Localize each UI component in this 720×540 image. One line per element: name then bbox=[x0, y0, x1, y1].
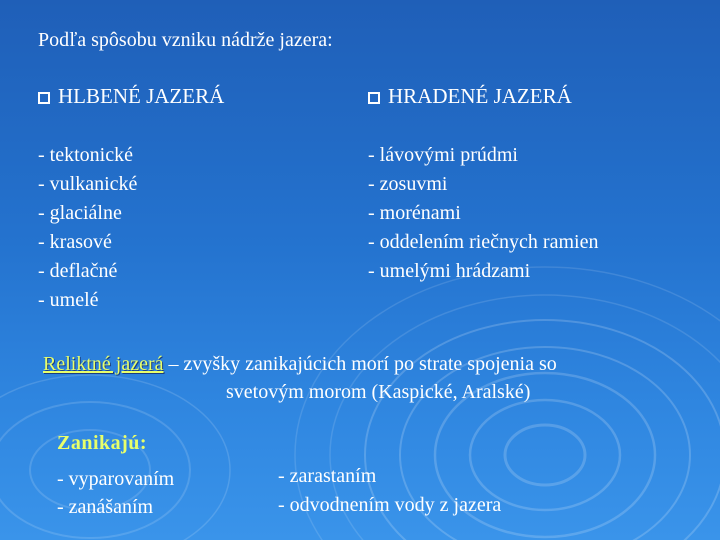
list-item: - tektonické bbox=[38, 144, 133, 166]
heading-dammed-lakes-label: HRADENÉ JAZERÁ bbox=[388, 84, 572, 108]
list-item: - morénami bbox=[368, 202, 461, 224]
list-item: - umelými hrádzami bbox=[368, 260, 531, 282]
list-item: - krasové bbox=[38, 231, 112, 253]
relict-lakes-definition bbox=[43, 354, 557, 374]
relict-lakes-text: – zvyšky zanikajúcich morí po strate spojenia so bbox=[163, 353, 557, 375]
list-item: - deflačné bbox=[38, 260, 118, 282]
relict-lakes-term: Reliktné jazerá bbox=[43, 353, 164, 375]
vanishing-list-left bbox=[57, 465, 174, 521]
list-item: - zarastaním bbox=[278, 465, 377, 487]
relict-lakes-definition-continued: svetovým morom (Kaspické, Aralské) bbox=[226, 381, 531, 403]
heading-dug-lakes-label: HLBENÉ JAZERÁ bbox=[58, 84, 225, 108]
list-item: - vulkanické bbox=[38, 173, 138, 195]
list-item: - oddelením riečnych ramien bbox=[368, 231, 599, 253]
list-item: - odvodnením vody z jazera bbox=[278, 494, 502, 516]
list-item: - vyparovaním bbox=[57, 468, 175, 490]
list-item: - zanášaním bbox=[57, 496, 154, 518]
vanishing-list-right bbox=[278, 462, 501, 520]
dammed-lakes-list bbox=[368, 141, 598, 286]
dug-lakes-list bbox=[38, 141, 137, 315]
vanishing-title: Zanikajú: bbox=[57, 432, 148, 454]
heading-dammed-lakes bbox=[368, 86, 572, 107]
heading-dug-lakes bbox=[38, 86, 224, 107]
list-item: - glaciálne bbox=[38, 202, 122, 224]
square-bullet-icon bbox=[38, 92, 50, 104]
square-bullet-icon bbox=[368, 92, 380, 104]
list-item: - zosuvmi bbox=[368, 173, 448, 195]
list-item: - lávovými prúdmi bbox=[368, 144, 518, 166]
page-title: Podľa spôsobu vzniku nádrže jazera: bbox=[38, 29, 333, 51]
list-item: - umelé bbox=[38, 289, 99, 311]
